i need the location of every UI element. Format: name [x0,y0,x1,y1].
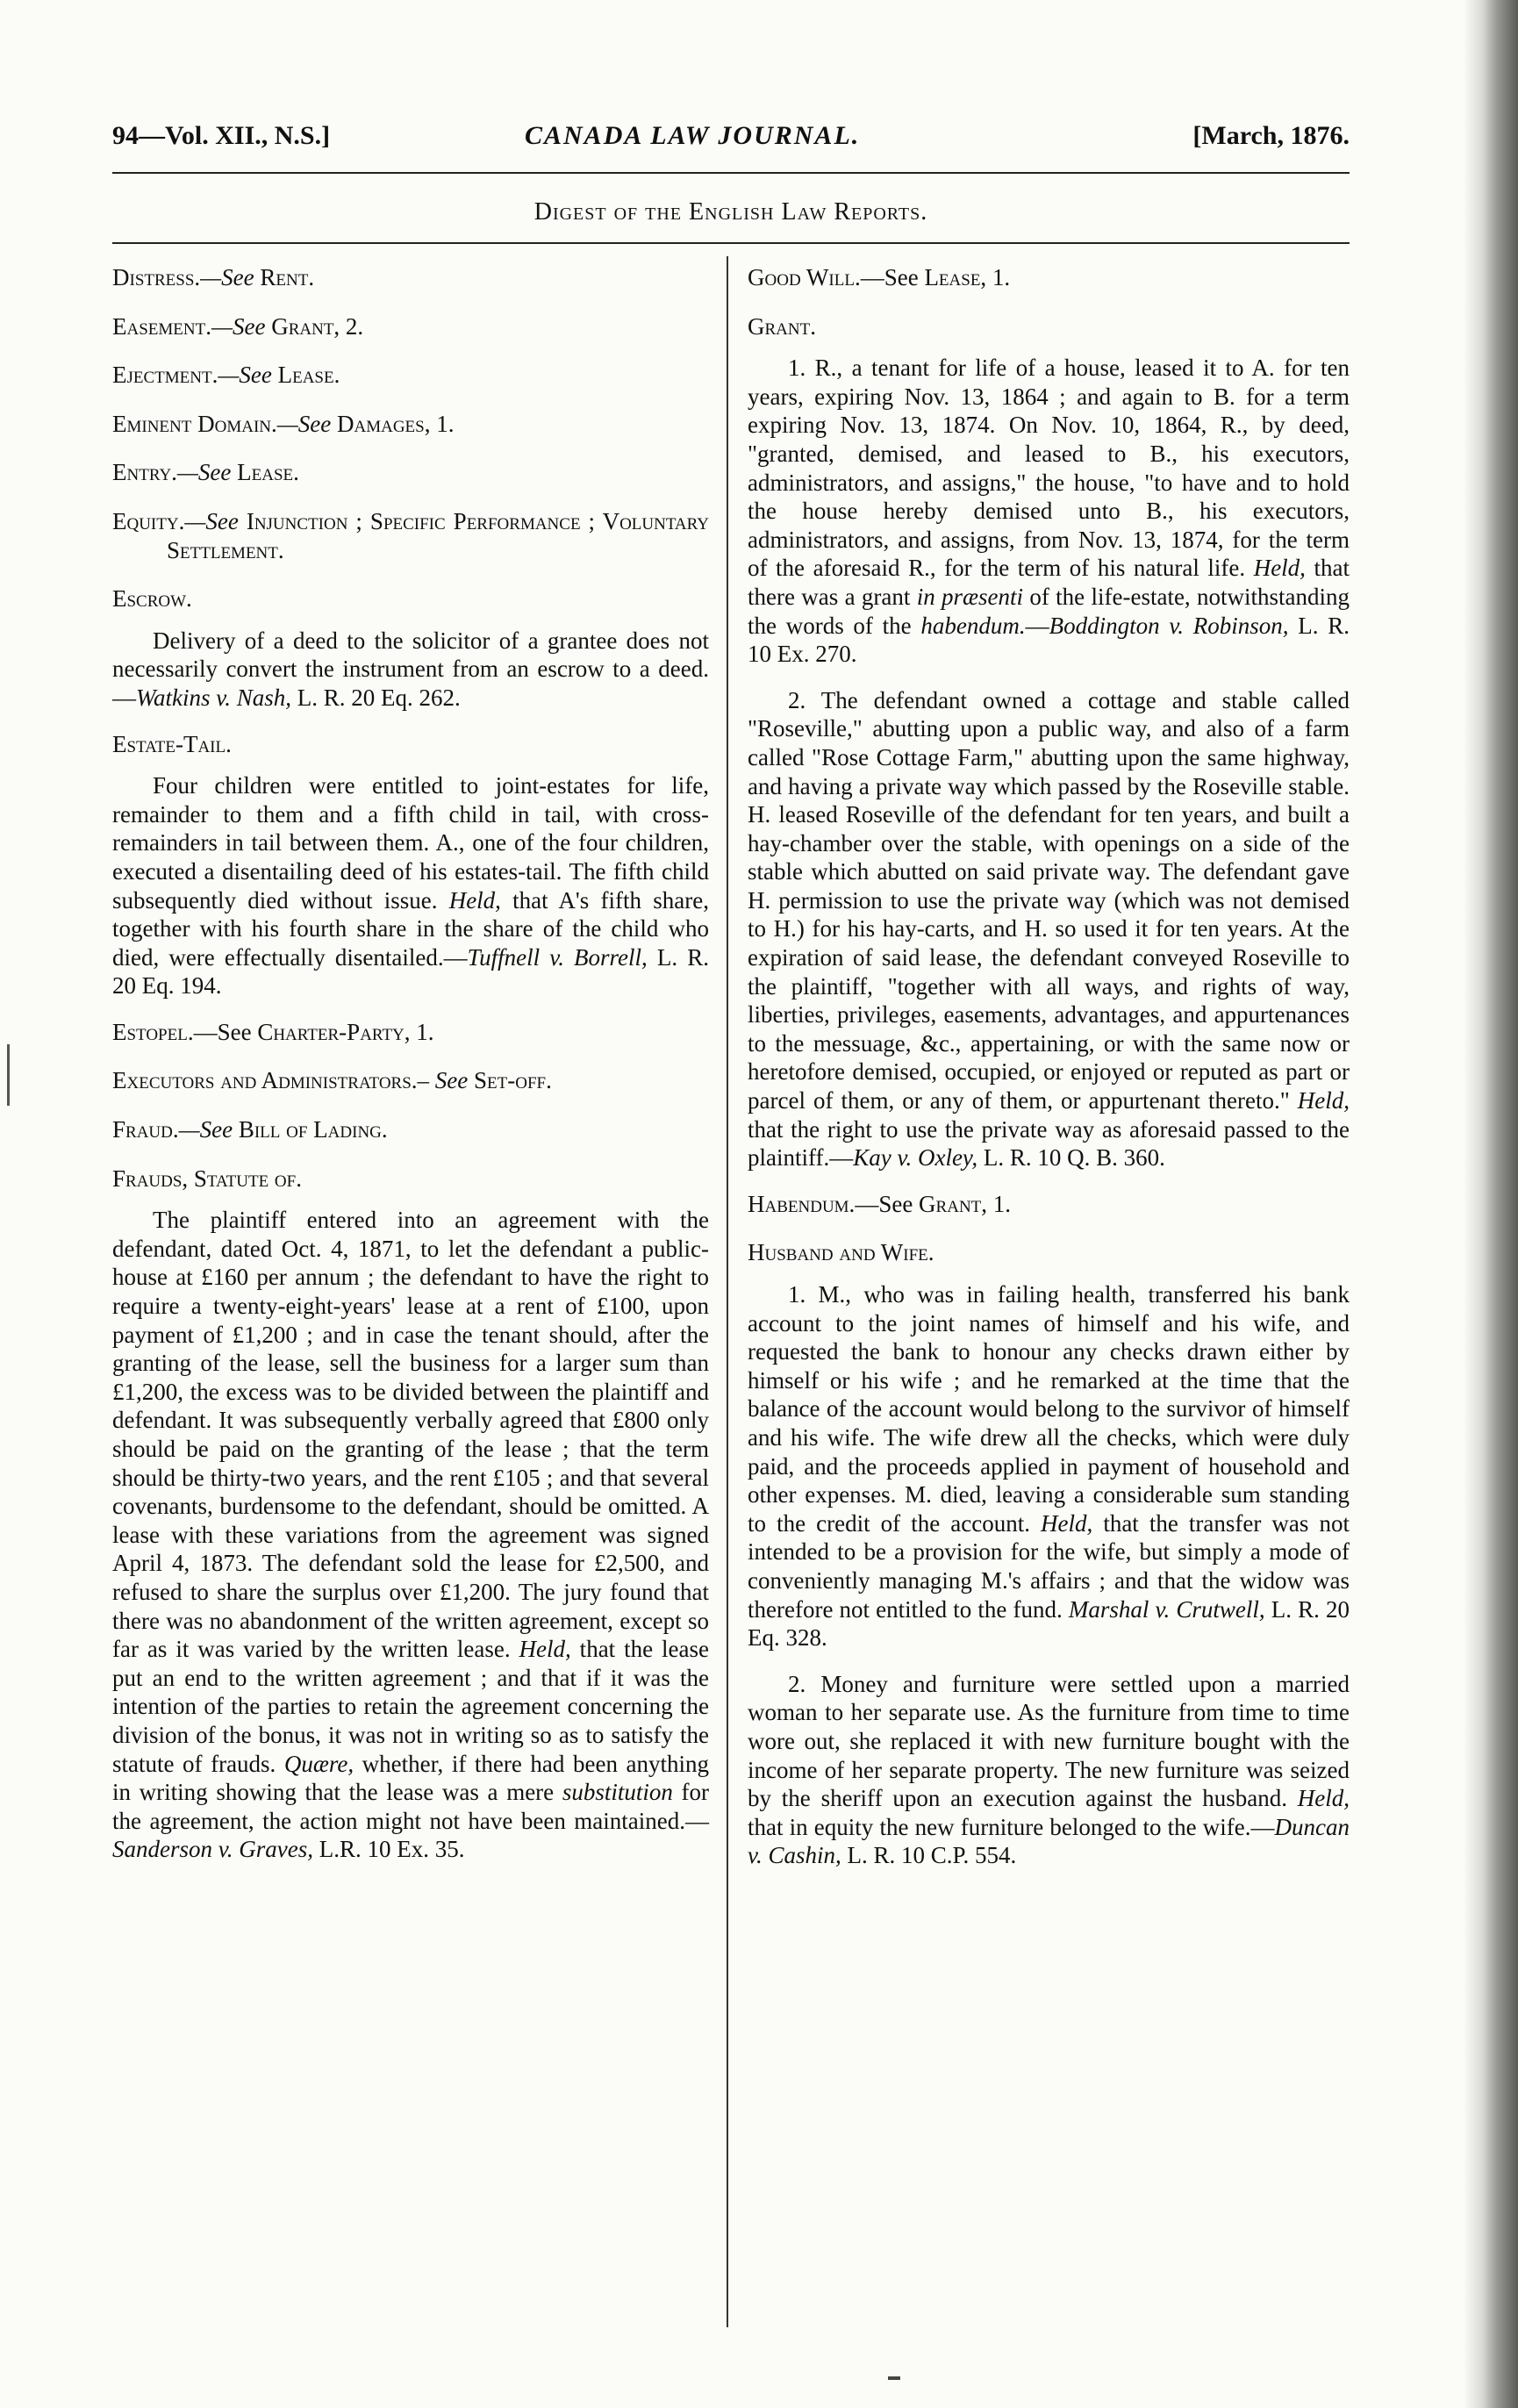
entry-eminent-domain: Eminent Domain.—See Damages, 1. [112,410,455,437]
entry-escrow-heading: Escrow. [112,585,192,613]
grant-paragraph-2: 2. The defendant owned a cottage and stable called "Roseville," abutting upon a public way, and also of a farm called "Rose Cottage Farm," abutting upon the same highway, and having a private way which passed by the Roseville stable. H. leased Roseville of the defendant for ten years, and built a hay-chamber over the stable, with openings on a side of the stable which abutted on said private way. The defendant gave H. permission to use the private way (which was not demised to H.) for his hay-carts, and H. so used it for ten years. At the expiration of said lease, the defendant conveyed Roseville to the plaintiff, "together with all ways, and rights of way, liberties, privileges, easements, advantages, and appurtenances to the messuage, &c., appertaining, or with the same now or heretofore demised, occupied, or enjoyed or reputed as part or parcel of them, or any of them, or appurtenant thereto." Held, that the right to use the private way as aforesaid passed to the plaintiff.—Kay v. Oxley, L. R. 10 Q. B. 360. [748,686,1350,1172]
escrow-paragraph: Delivery of a deed to the solicitor of a grantee does not necessarily convert the instrument from an escrow to a deed.—Watkins v. Nash, L. R. 20 Eq. 262. [112,627,709,711]
entry-easement: Easement.—See Grant, 2. [112,312,364,340]
subtitle-rule [112,242,1350,244]
entry-estate-tail-heading: Estate-Tail. [112,730,232,757]
entry-equity: Equity.—See Injunction ; Specific Performance ; Voluntary Settlement. [112,507,709,563]
issue-date: [March, 1876. [1192,121,1350,150]
entry-executors: Executors and Administrators.– See Set-off. [112,1067,552,1094]
entry-good-will: Good Will.—See Lease, 1. [748,264,1011,290]
margin-mark [7,1044,10,1106]
volume-label: 94—Vol. XII., N.S.] [112,121,331,150]
column-divider [727,256,728,2327]
estate-tail-paragraph: Four children were entitled to joint-estates for life, remainder to them and a fifth child in tail, with cross-remainders in tail between them. A., one of the four children, executed a disentailing deed of his estates-tail. The fifth child subsequently died without issue. Held, that A's fifth share, together with his fourth share in the share of the child who died, were effectually disentailed.—Tuffnell v. Borrell, L. R. 20 Eq. 194. [112,772,709,1000]
running-header [112,121,1350,165]
header-rule [112,172,1350,174]
entry-habendum: Habendum.—See Grant, 1. [748,1190,1012,1217]
page-mark [888,2376,900,2380]
entry-entry: Entry.—See Lease. [112,459,299,486]
grant-paragraph-1: 1. R., a tenant for life of a house, leased it to A. for ten years, expiring Nov. 13, 1864 ; and again to B. for a term expiring Nov. 13, 1874. On Nov. 10, 1864, R., by deed, "granted, demised, and leased to B., his executors, administrators, and assigns," the house, "to have and to hold the house hereby demised unto B., his executors, administrators, and assigns, from Nov. 13, 1874, for the term of the aforesaid R., for the term of his natural life. Held, that there was a grant in præsenti of the life-estate, notwithstanding the words of the habendum.—Boddington v. Robinson, L. R. 10 Ex. 270. [748,355,1350,668]
entry-estopel: Estopel.—See Charter-Party, 1. [112,1018,434,1045]
husband-wife-paragraph-2: 2. Money and furniture were settled upon a married woman to her separate use. As the furniture from time to time wore out, she replaced it with new furniture bought with the income of her separate property. The new furniture was seized by the sheriff upon an execution against the husband. Held, that in equity the new furniture belonged to the wife.—Duncan v. Cashin, L. R. 10 C.P. 554. [748,1670,1350,1869]
page-edge-shadow [1464,0,1518,2408]
entry-grant-heading: Grant. [748,312,816,340]
entry-fraud: Fraud.—See Bill of Lading. [112,1116,388,1143]
entry-distress: Distress.—See Rent. [112,264,315,290]
section-title: Digest of the English Law Reports. [533,198,928,226]
entry-husband-wife-heading: Husband and Wife. [748,1239,934,1266]
frauds-statute-paragraph: The plaintiff entered into an agreement with the defendant, dated Oct. 4, 1871, to let the defendant a public-house at £160 per annum ; the defendant to have the right to require a twenty-eight-years' lease at a rent of £100, upon payment of £1,200 ; and in case the tenant should, after the granting of the lease, sell the business for a larger sum than £1,200, the excess was to be divided between the plaintiff and defendant. It was subsequently verbally agreed that £800 only should be paid on the granting of the lease ; that the term should be thirty-two years, and the rent £105 ; and that several covenants, burdensome to the defendant, should be omitted. A lease with these variations from the agreement was signed April 4, 1873. The defendant sold the lease for £2,500, and refused to share the surplus over £1,200. The jury found that there was no abandonment of the written agreement, except so far as it was varied by the written lease. Held, that the lease put an end to the written agreement ; and that if it was the intention of the parties to retain the agreement concerning the division of the bonus, it was not in writing so as to satisfy the statute of frauds. Quære, whether, if there had been anything in writing showing that the lease was a mere substitution for the agreement, the action might not have been maintained.—Sanderson v. Graves, L.R. 10 Ex. 35. [112,1207,710,1863]
entry-ejectment: Ejectment.—See Lease. [112,362,340,389]
journal-title: CANADA LAW JOURNAL. [525,121,861,150]
left-column [112,263,709,1881]
husband-wife-paragraph-1: 1. M., who was in failing health, transferred his bank account to the joint names of himself and his wife, and requested the bank to honour any checks drawn either by himself or his wife ; and he remarked at the time that the balance of the account would belong to the survivor of himself and his wife. The wife drew all the checks, which were duly paid, and the proceeds applied in payment of household and other expenses. M. died, leaving a considerable sum standing to the credit of the account. Held, that the transfer was not intended to be a provision for the wife, but simply a mode of conveniently managing M.'s affairs ; and that the widow was therefore not entitled to the fund. Marshal v. Crutwell, L. R. 20 Eq. 328. [748,1281,1350,1652]
entry-frauds-statute-heading: Frauds, Statute of. [112,1165,302,1192]
right-column [748,263,1350,1888]
